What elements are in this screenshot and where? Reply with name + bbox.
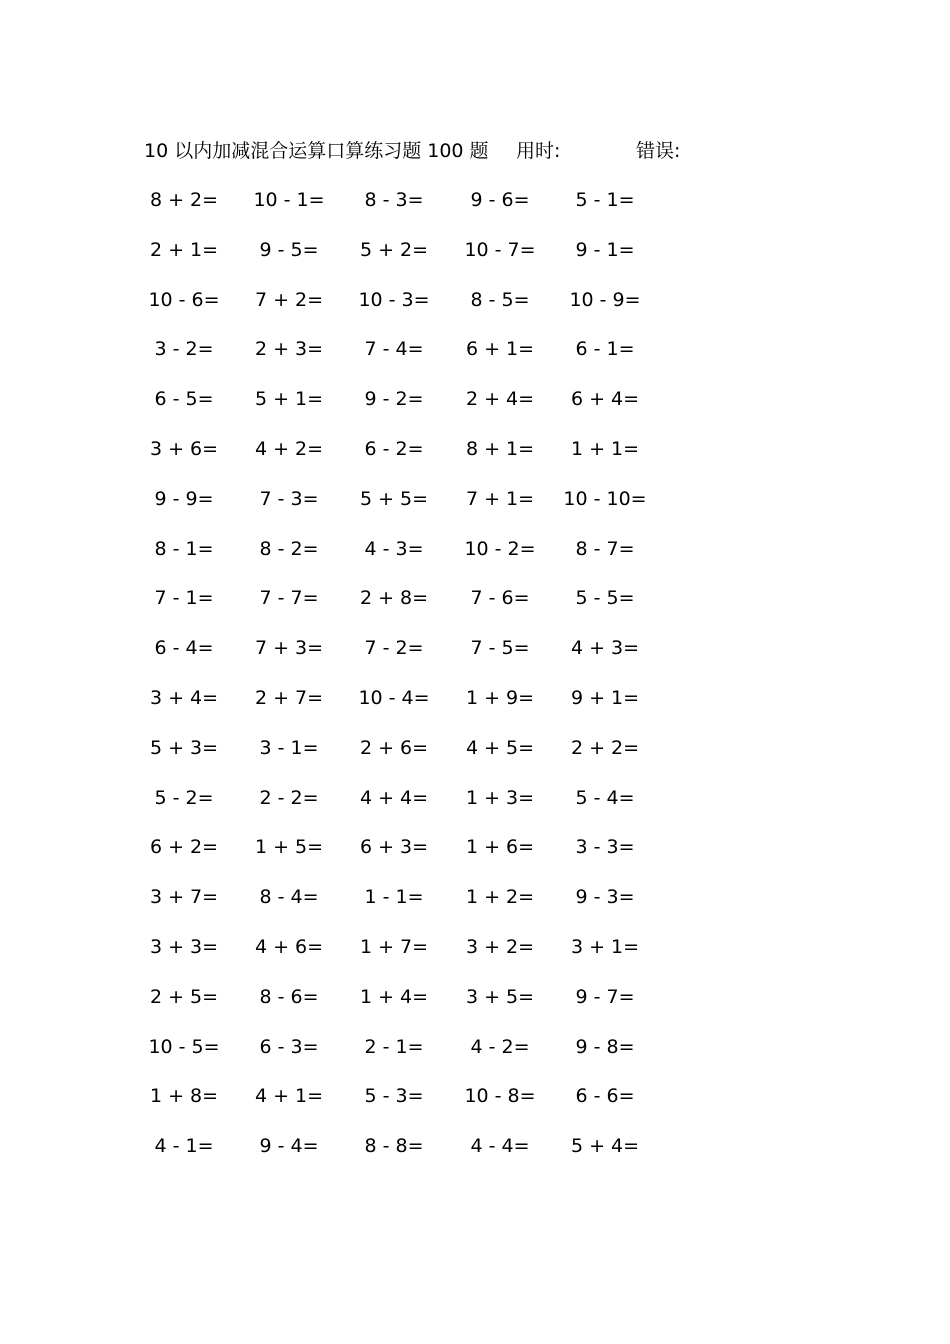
problem-item: 3 - 2= [154,338,214,361]
problem-row [150,832,680,882]
problem-item: 10 - 9= [569,288,641,311]
problem-item: 6 + 4= [570,388,640,411]
problem-item: 1 + 1= [570,437,640,460]
problem-item: 9 - 8= [575,1035,635,1058]
problem-item: 5 - 3= [364,1085,424,1108]
problem-row [150,583,680,633]
problem-item: 10 - 4= [358,686,430,709]
problem-item: 4 + 1= [254,1085,324,1108]
problem-row [150,434,680,484]
problem-item: 2 + 8= [359,587,429,610]
problem-item: 8 - 3= [364,189,424,211]
problem-item: 2 + 5= [149,985,219,1008]
problem-row [150,1081,680,1131]
problem-item: 9 - 2= [364,388,424,411]
problem-item: 4 - 1= [154,1135,214,1158]
problem-row [150,1131,680,1181]
problem-item: 2 + 6= [359,736,429,759]
problem-item: 2 + 3= [254,338,324,361]
problem-item: 7 - 6= [470,587,530,610]
problem-item: 6 - 4= [154,637,214,660]
problem-item: 8 + 2= [149,189,219,211]
problem-item: 6 - 5= [154,388,214,411]
problem-item: 2 + 4= [465,388,535,411]
problem-item: 1 + 4= [359,985,429,1008]
problem-item: 10 - 1= [253,189,325,211]
problem-item: 5 - 5= [575,587,635,610]
problem-item: 7 - 2= [364,637,424,660]
problem-row [150,1032,680,1082]
problem-item: 8 - 2= [259,537,319,560]
problem-item: 1 + 6= [465,836,535,859]
problem-row [150,384,680,434]
problem-item: 4 - 2= [470,1035,530,1058]
problem-item: 9 - 4= [259,1135,319,1158]
problem-item: 3 + 2= [465,935,535,958]
problem-item: 6 + 1= [465,338,535,361]
problem-item: 6 - 2= [364,437,424,460]
worksheet-header [144,136,704,166]
problem-item: 1 + 7= [359,935,429,958]
problem-item: 8 - 8= [364,1135,424,1158]
problem-item: 3 + 7= [149,886,219,909]
problem-item: 4 + 6= [254,935,324,958]
problem-item: 9 - 9= [154,487,214,510]
problem-item: 7 + 1= [465,487,535,510]
problem-item: 6 - 3= [259,1035,319,1058]
problem-item: 2 + 7= [254,686,324,709]
problem-row [150,882,680,932]
problem-item: 9 - 3= [575,886,635,909]
problem-item: 6 + 3= [359,836,429,859]
problem-item: 7 + 2= [254,288,324,311]
problem-item: 4 + 3= [570,637,640,660]
problem-item: 4 + 2= [254,437,324,460]
problem-item: 5 + 3= [149,736,219,759]
problem-item: 1 + 8= [149,1085,219,1108]
problem-item: 9 - 6= [470,189,530,211]
problem-item: 10 - 7= [464,238,536,261]
problem-item: 3 - 3= [575,836,635,859]
errors-label: 错误: [636,140,681,162]
problem-item: 3 + 1= [570,935,640,958]
problem-item: 8 - 5= [470,288,530,311]
worksheet-title: 10 以内加减混合运算口算练习题 100 题 [144,140,489,162]
problem-item: 4 + 5= [465,736,535,759]
problem-item: 1 + 2= [465,886,535,909]
problem-item: 10 - 3= [358,288,430,311]
problem-item: 10 - 6= [148,288,220,311]
problem-item: 6 - 6= [575,1085,635,1108]
problem-item: 2 + 2= [570,736,640,759]
problem-row [150,534,680,584]
problem-item: 5 - 1= [575,189,635,211]
problem-item: 8 - 1= [154,537,214,560]
problem-item: 1 - 1= [364,886,424,909]
problem-item: 4 - 3= [364,537,424,560]
problem-row [150,683,680,733]
problem-item: 3 - 1= [259,736,319,759]
problem-item: 5 + 2= [359,238,429,261]
problem-row [150,783,680,833]
problem-item: 8 + 1= [465,437,535,460]
problem-item: 1 + 9= [465,686,535,709]
problem-item: 10 - 2= [464,537,536,560]
problem-row [150,484,680,534]
problem-item: 7 + 3= [254,637,324,660]
problem-row [150,982,680,1032]
problem-item: 2 - 2= [259,786,319,809]
problem-item: 10 - 8= [464,1085,536,1108]
problem-item: 2 - 1= [364,1035,424,1058]
problem-item: 1 + 3= [465,786,535,809]
problem-item: 4 + 4= [359,786,429,809]
problem-item: 9 - 7= [575,985,635,1008]
problem-item: 5 + 1= [254,388,324,411]
problem-item: 9 - 1= [575,238,635,261]
problem-item: 8 - 6= [259,985,319,1008]
problem-item: 5 + 5= [359,487,429,510]
problem-grid [150,185,680,1181]
problem-item: 2 + 1= [149,238,219,261]
problem-item: 7 - 3= [259,487,319,510]
problem-item: 6 - 1= [575,338,635,361]
problem-row [150,932,680,982]
time-used-label: 用时: [516,140,561,162]
problem-item: 10 - 10= [563,487,647,510]
problem-item: 5 + 4= [570,1135,640,1158]
problem-row [150,235,680,285]
problem-row [150,733,680,783]
problem-item: 8 - 7= [575,537,635,560]
problem-item: 7 - 5= [470,637,530,660]
problem-item: 3 + 5= [465,985,535,1008]
problem-item: 8 - 4= [259,886,319,909]
problem-item: 7 - 1= [154,587,214,610]
problem-item: 3 + 3= [149,935,219,958]
problem-item: 5 - 2= [154,786,214,809]
problem-item: 7 - 4= [364,338,424,361]
problem-row [150,633,680,683]
problem-item: 6 + 2= [149,836,219,859]
problem-item: 3 + 4= [149,686,219,709]
problem-item: 9 - 5= [259,238,319,261]
problem-row [150,185,680,235]
problem-item: 10 - 5= [148,1035,220,1058]
problem-item: 1 + 5= [254,836,324,859]
problem-item: 4 - 4= [470,1135,530,1158]
problem-row [150,285,680,335]
problem-item: 7 - 7= [259,587,319,610]
problem-item: 9 + 1= [570,686,640,709]
problem-item: 5 - 4= [575,786,635,809]
problem-row [150,334,680,384]
problem-item: 3 + 6= [149,437,219,460]
